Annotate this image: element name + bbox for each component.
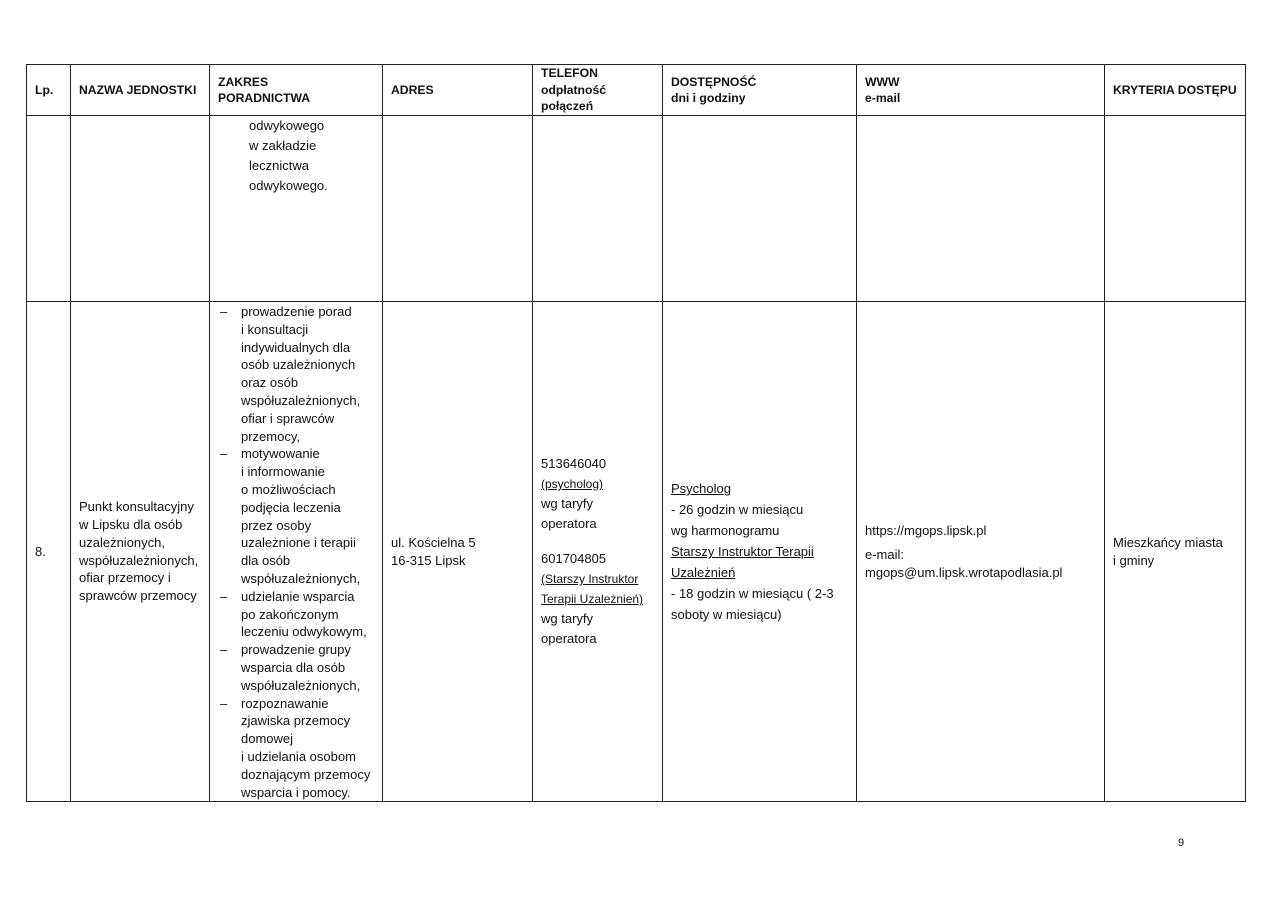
row-www: https://mgops.lipsk.pl e-mail: mgops@um.lipsk.wrotapodlasia.pl <box>857 302 1105 802</box>
scope-item: – udzielanie wsparcia po zakończonym leczeniu odwykowym, <box>218 588 374 641</box>
continuation-row <box>27 116 1246 302</box>
header-criteria: KRYTERIA DOSTĘPU <box>1105 65 1246 116</box>
header-row <box>27 65 1246 116</box>
table-row <box>27 302 1246 802</box>
scope-item: – motywowanie i informowanie o możliwościach podjęcia leczenia przez osoby uzależnione i terapii dla osób współuzależnionych, <box>218 445 374 587</box>
header-name: NAZWA JEDNOSTKI <box>71 65 210 116</box>
scope-item: – prowadzenie grupy wsparcia dla osób współuzależnionych, <box>218 641 374 694</box>
phone-number-instructor: 601704805 <box>541 551 607 567</box>
header-phone: TELEFON odpłatność połączeń <box>533 65 663 116</box>
header-lp: Lp. <box>27 65 71 116</box>
row-lp: 8. <box>27 302 71 802</box>
row-availability: Psycholog - 26 godzin w miesiącu wg harmonogramu Starszy Instruktor Terapii Uzależnień - 18 godzin w miesiącu ( 2-3 soboty w miesiącu) <box>663 302 857 802</box>
header-address: ADRES <box>383 65 533 116</box>
phone-number-psychologist: 513646040 <box>541 456 607 472</box>
continuation-line: odwykowego <box>249 118 325 133</box>
scope-item: – prowadzenie porad i konsultacji indywidualnych dla osób uzależnionych oraz osób współuzależnionych, ofiar i sprawców przemocy, <box>218 303 374 445</box>
row-criteria: Mieszkańcy miasta i gminy <box>1105 302 1246 802</box>
row-scope <box>210 302 383 802</box>
continuation-scope <box>210 116 383 302</box>
institutions-table <box>26 64 1246 802</box>
page-number: 9 <box>1178 837 1185 849</box>
header-www: WWW e-mail <box>857 65 1105 116</box>
availability-instructor-title: Starszy Instruktor Terapii <box>671 544 814 560</box>
availability-psychologist-title: Psycholog <box>671 481 731 497</box>
email-link[interactable]: mgops@um.lipsk.wrotapodlasia.pl <box>865 564 1063 580</box>
continuation-line: w zakładzie lecznictwa <box>249 138 317 173</box>
phone-role-instructor: (Starszy Instruktor <box>541 572 639 587</box>
continuation-line: odwykowego. <box>249 178 328 193</box>
phone-role-psychologist: (psycholog) <box>541 477 604 492</box>
header-scope: ZAKRES PORADNICTWA <box>210 65 383 116</box>
row-name: Punkt konsultacyjny w Lipsku dla osób uzależnionych, współuzależnionych, ofiar przemocy i sprawców przemocy <box>71 302 210 802</box>
website-link[interactable]: https://mgops.lipsk.pl <box>865 522 987 538</box>
row-phone: 513646040 (psycholog) wg taryfy operatora 601704805 (Starszy Instruktor Terapii Uzależnień) wg taryfy operatora <box>533 302 663 802</box>
row-address: ul. Kościelna 5 16-315 Lipsk <box>383 302 533 802</box>
scope-item: – rozpoznawanie zjawiska przemocy domowej i udzielania osobom doznającym przemocy wsparcia i pomocy. <box>218 695 374 802</box>
header-availability: DOSTĘPNOŚĆ dni i godziny <box>663 65 857 116</box>
